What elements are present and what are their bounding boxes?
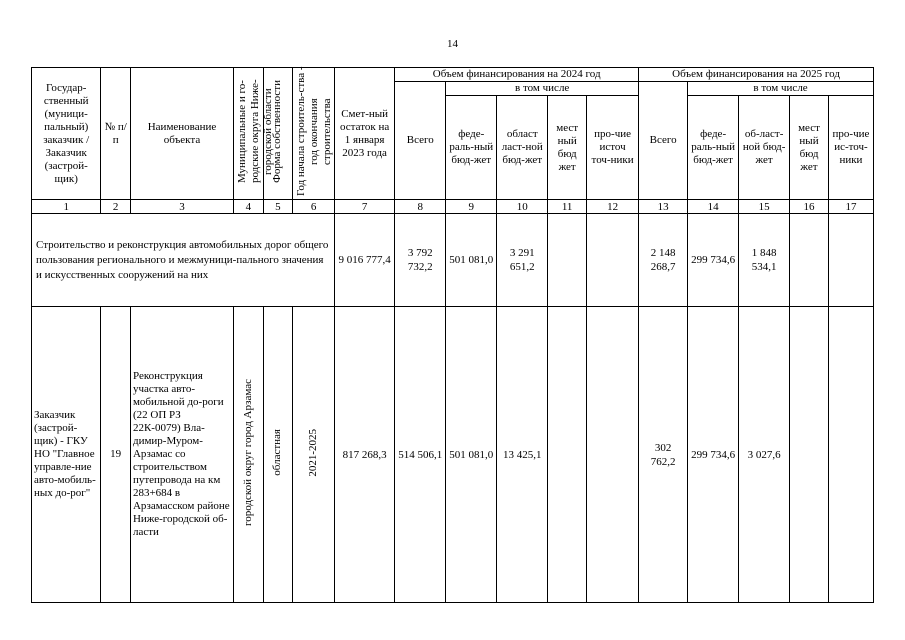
- section-estimate: 9 016 777,4: [335, 214, 395, 307]
- header-years: [293, 68, 335, 200]
- header-customer: Государ-ственный (муници-пальный) заказчик / Заказчик (застрой-щик): [32, 68, 101, 200]
- header-fin-2024: Объем финансирования на 2024 год: [395, 68, 639, 82]
- row-federal-2024: 501 081,0: [446, 307, 497, 603]
- header-municipality-text: Муниципальные и го-родские округа Ниже-городской области: [236, 79, 275, 184]
- page-number: 14: [447, 38, 458, 50]
- header-including-2025: в том числе: [688, 82, 874, 96]
- header-total-2025: Всего: [639, 82, 688, 200]
- col-num-15: 15: [739, 200, 790, 214]
- row-regional-2025: 3 027,6: [739, 307, 790, 603]
- col-num-16: 16: [790, 200, 829, 214]
- header-ownership-text: Форма собственности: [271, 80, 284, 183]
- header-federal-2025: феде-раль-ный бюд-жет: [688, 96, 739, 200]
- section-federal-2025: 299 734,6: [688, 214, 739, 307]
- header-num: № п/ п: [101, 68, 131, 200]
- col-num-7: 7: [335, 200, 395, 214]
- row-other-2025: [828, 307, 873, 603]
- col-num-13: 13: [639, 200, 688, 214]
- header-regional-2024: област ласт-ной бюд-жет: [497, 96, 548, 200]
- row-municipality-text: городской округ город Арзамас: [241, 378, 254, 526]
- col-num-10: 10: [497, 200, 548, 214]
- row-object-name: Реконструкция участка авто-мобильной до-роги (22 ОП РЗ 22К-0079) Вла-димир-Муром-Арзамас со строительством путепровода на км 283+684 в Арзамасском районе Ниже-городской об-ласти: [130, 307, 233, 603]
- row-other-2024: [587, 307, 639, 603]
- col-num-8: 8: [395, 200, 446, 214]
- section-regional-2025: 1 848 534,1: [739, 214, 790, 307]
- section-regional-2024: 3 291 651,2: [497, 214, 548, 307]
- section-total-2024: 3 792 732,2: [395, 214, 446, 307]
- row-customer: Заказчик (застрой-щик) - ГКУ НО "Главное управле-ние авто-мобиль-ных до-рог": [32, 307, 101, 603]
- col-num-3: 3: [130, 200, 233, 214]
- header-including-2024: в том числе: [446, 82, 639, 96]
- row-ownership-text: областная: [271, 429, 284, 476]
- financing-table: [31, 67, 874, 603]
- header-federal-2024: феде-раль-ный бюд-жет: [446, 96, 497, 200]
- row-total-2025: 302 762,2: [639, 307, 688, 603]
- header-local-2025: мест ный бюд жет: [790, 96, 829, 200]
- header-other-2024: про-чие источ точ-ники: [587, 96, 639, 200]
- section-local-2025: [790, 214, 829, 307]
- col-num-14: 14: [688, 200, 739, 214]
- col-num-1: 1: [32, 200, 101, 214]
- row-estimate: 817 268,3: [335, 307, 395, 603]
- row-municipality: [234, 307, 264, 603]
- row-years: [293, 307, 335, 603]
- row-local-2024: [548, 307, 587, 603]
- header-years-text: Год начала строитель-ства - год окончания строительства: [295, 66, 334, 197]
- col-num-6: 6: [293, 200, 335, 214]
- row-regional-2024: 13 425,1: [497, 307, 548, 603]
- header-object-name: Наименование объекта: [130, 68, 233, 200]
- row-total-2024: 514 506,1: [395, 307, 446, 603]
- header-municipality: [234, 68, 275, 200]
- col-num-12: 12: [587, 200, 639, 214]
- column-number-row: [32, 200, 874, 214]
- section-other-2025: [828, 214, 873, 307]
- header-total-2024: Всего: [395, 82, 446, 200]
- col-num-2: 2: [101, 200, 131, 214]
- section-local-2024: [548, 214, 587, 307]
- section-federal-2024: 501 081,0: [446, 214, 497, 307]
- row-years-text: 2021-2025: [307, 428, 320, 477]
- section-row: [32, 214, 874, 307]
- header-fin-2025: Объем финансирования на 2025 год: [639, 68, 874, 82]
- col-num-5: 5: [263, 200, 293, 214]
- section-total-2025: 2 148 268,7: [639, 214, 688, 307]
- header-local-2024: мест ный бюд жет: [548, 96, 587, 200]
- section-title: Строительство и реконструкция автомобильных дорог общего пользования регионального и межмуници-пального значения и искусственных сооружений на них: [32, 214, 335, 307]
- table-row: [32, 307, 874, 603]
- col-num-17: 17: [828, 200, 873, 214]
- header-regional-2025: об-ласт-ной бюд-жет: [739, 96, 790, 200]
- row-local-2025: [790, 307, 829, 603]
- row-federal-2025: 299 734,6: [688, 307, 739, 603]
- row-ownership: [263, 307, 293, 603]
- header-estimate: Смет-ный остаток на 1 января 2023 года: [335, 68, 395, 200]
- header-other-2025: про-чие ис-точ-ники: [828, 96, 873, 200]
- col-num-4: 4: [234, 200, 264, 214]
- col-num-11: 11: [548, 200, 587, 214]
- row-num: 19: [101, 307, 131, 603]
- section-other-2024: [587, 214, 639, 307]
- col-num-9: 9: [446, 200, 497, 214]
